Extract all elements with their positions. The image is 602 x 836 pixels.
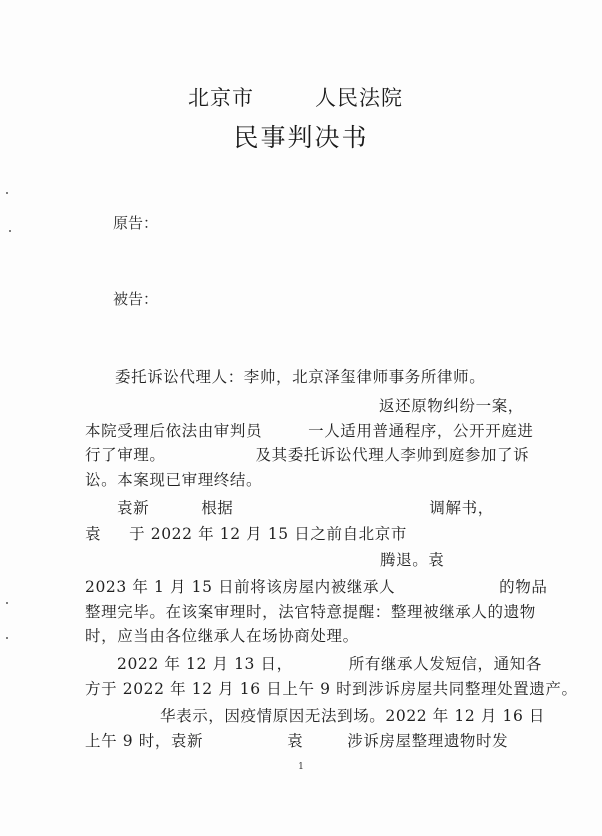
document-title: 民事判决书	[233, 123, 369, 152]
plaintiff-label: 原告：	[113, 214, 159, 232]
defendant-label: 被告：	[113, 290, 159, 308]
court-name: 人民法院	[315, 86, 403, 110]
court-header	[0, 82, 602, 110]
body-line: 上午 9 时，袁新 袁 涉诉房屋整理遗物时发	[85, 732, 509, 750]
body-line: 时，应当由各位继承人在场协商处理。	[85, 627, 359, 645]
body-line: 行了审理。 及其委托诉讼代理人李帅到庭参加了诉	[85, 446, 530, 464]
body-line: 腾退。袁	[380, 551, 445, 569]
body-line: 2022 年 12 月 13 日， 所有继承人发短信，通知各	[117, 655, 542, 673]
body-line: 袁新 根据 调解书，	[117, 499, 494, 517]
body-line: 整理完毕。在该案审理时，法官特意提醒：整理被继承人的遗物	[85, 603, 536, 621]
body-line: 讼。本案现已审理终结。	[85, 471, 263, 489]
scan-speck	[6, 637, 8, 639]
body-line: 华表示，因疫情原因无法到场。2022 年 12 月 16 日	[160, 707, 546, 725]
body-line: 袁 于 2022 年 12 月 15 日之前自北京市	[85, 525, 407, 543]
agent-line: 委托诉讼代理人：李帅，北京泽玺律师事务所律师。	[115, 368, 486, 386]
body-line: 本院受理后依法由审判员 一人适用普通程序，公开开庭进	[85, 422, 534, 440]
body-line: 方于 2022 年 12 月 16 日上午 9 时到涉诉房屋共同整理处置遗产。	[85, 680, 578, 698]
court-city: 北京市	[188, 86, 254, 110]
case-intro-fragment: 返还原物纠纷一案，	[379, 397, 524, 415]
scan-speck	[6, 192, 8, 194]
body-line: 2023 年 1 月 15 日前将该房屋内被继承人 的物品	[85, 578, 548, 596]
scan-speck	[6, 602, 8, 604]
scan-speck	[9, 230, 11, 232]
page-number: 1	[298, 762, 304, 772]
